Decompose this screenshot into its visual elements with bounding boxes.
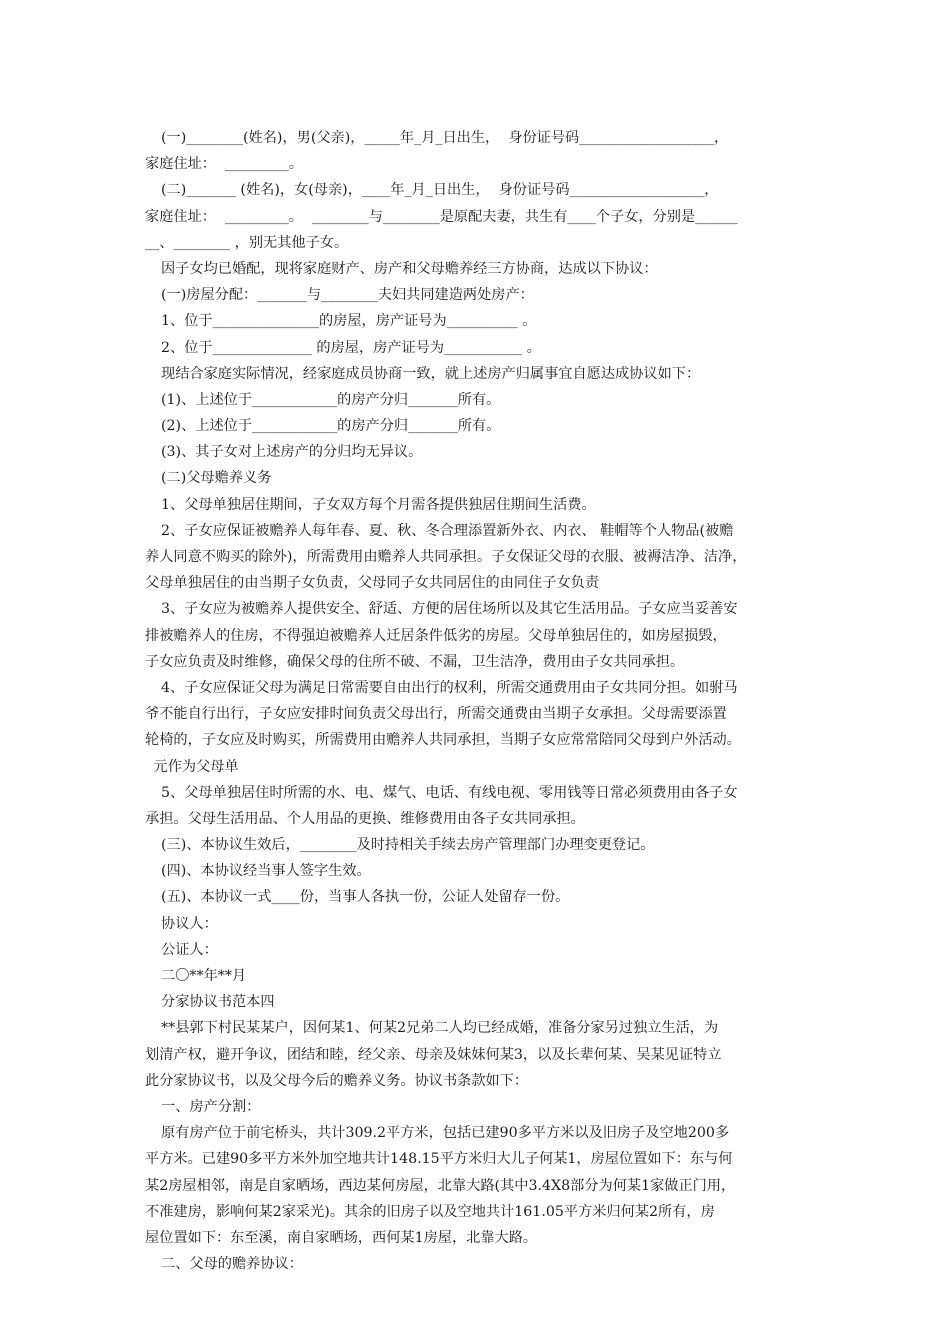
text-line: 平方米。已建90多平方米外加空地共计148.15平方米归大儿子何某1，房屋位置如下：东与何 [145, 1151, 733, 1168]
text-line: 元作为父母单 [149, 758, 239, 775]
text-line: 公证人： [161, 941, 218, 958]
text-line: 承担。父母生活用品、个人用品的更换、维修费用由各子女共同承担。 [145, 810, 585, 827]
text-line: (1)、上述位于____________的房产分归_______所有。 [161, 391, 501, 408]
text-line: 分家协议书范本四 [161, 994, 275, 1011]
text-line: (一)________(姓名)，男(父亲)，_____年_月_日出生， 身份证号码___________________， [161, 130, 729, 146]
text-line: 2、子女应保证被赡养人每年春、夏、秋、冬合理添置新外衣、内衣、 鞋帽等个人物品(被赡 [161, 522, 734, 539]
text-line: 养人同意不购买的除外)，所需费用由赡养人共同承担。子女保证父母的衣服、被褥洁净、洁净， [145, 549, 747, 565]
text-line: 不准建房，影响何某2家采光)。其余的旧房子以及空地共计161.05平方米归何某2所有，房 [145, 1203, 715, 1220]
text-line: 此分家协议书，以及父母今后的赡养义务。协议书条款如下： [145, 1072, 529, 1089]
text-line: 协议人： [161, 915, 218, 932]
text-line: (3)、其子女对上述房产的分归均无异议。 [161, 444, 423, 461]
text-line: 二〇**年**月 [161, 968, 247, 984]
text-line: 5、父母单独居住时所需的水、电、煤气、电话、有线电视、零用钱等日常必须费用由各子女 [161, 784, 738, 801]
text-line: __、________ ，别无其他子女。 [145, 234, 349, 251]
text-line: 3、子女应为被赡养人提供安全、舒适、方便的居住场所以及其它生活用品。子女应当妥善安 [161, 601, 738, 618]
text-line: 子女应负责及时维修，确保父母的住所不破、不漏，卫生洁净，费用由子女共同承担。 [145, 653, 685, 670]
text-line: 划清产权，避开争议，团结和睦，经父亲、母亲及妹妹何某3，以及长辈何某、吴某见证特立 [145, 1046, 722, 1063]
text-line: (四)、本协议经当事人签字生效。 [161, 863, 371, 880]
text-line: 因子女均已婚配，现将家庭财产、房产和父母赡养经三方协商，达成以下协议： [161, 260, 658, 277]
document-body [145, 125, 825, 1277]
text-line: 爷不能自行出行，子女应安排时间负责父母出行，所需交通费由当期子女承担。父母需要添置 [145, 706, 727, 723]
text-line: (三)、本协议生效后，________及时持相关手续去房产管理部门办理变更登记。 [161, 837, 655, 854]
text-line: 1、父母单独居住期间，子女双方每个月需各提供独居住期间生活费。 [161, 496, 596, 513]
text-line: 1、位于_______________的房屋，房产证号为__________ 。 [161, 313, 537, 330]
text-line: (二)父母赡养义务 [161, 470, 272, 487]
text-line: 轮椅的，子女应及时购买，所需费用由赡养人共同承担，当期子女应常常陪同父母到户外活动。 [145, 732, 741, 749]
text-line: 现结合家庭实际情况，经家庭成员协商一致，就上述房产归属事宜自愿达成协议如下： [161, 365, 701, 382]
text-line: 屋位置如下：东至溪，南自家晒场，西何某1房屋，北靠大路。 [145, 1229, 538, 1246]
text-line: 父母单独居住的由当期子女负责，父母同子女共同居住的由同住子女负责 [145, 575, 600, 592]
text-line: 2、位于______________ 的房屋，房产证号为___________ 。 [161, 339, 541, 356]
text-line: 二、父母的赡养协议： [161, 1256, 303, 1273]
text-line: 某2房屋相邻，南是自家晒场，西边某何房屋，北靠大路(其中3.4X8部分为何某1家做正门用， [145, 1177, 736, 1194]
text-line: 4、子女应保证父母为满足日常需要自由出行的权利，所需交通费用由子女共同分担。如驸马 [161, 679, 738, 696]
text-line: 排被赡养人的住房，不得强迫被赡养人迁居条件低劣的房屋。父母单独居住的，如房屋损毁， [145, 627, 727, 644]
text-line: (2)、上述位于____________的房产分归_______所有。 [161, 418, 501, 435]
text-line: 家庭住址： _________。 [145, 156, 303, 173]
text-line: (五)、本协议一式____份，当事人各执一份，公证人处留存一份。 [161, 889, 570, 906]
text-line: (二)_______ (姓名)，女(母亲)，____年_月_日出生， 身份证号码___________________， [161, 182, 719, 199]
text-line: **县郭下村民某某户，因何某1、何某2兄弟二人均已经成婚，准备分家另过独立生活，为 [161, 1020, 719, 1037]
text-line: 一、房产分割： [161, 1098, 261, 1115]
text-line: (一)房屋分配：_______与________夫妇共同建造两处房产： [161, 287, 534, 304]
text-line: 原有房产位于前宅桥头，共计309.2平方米，包括已建90多平方米以及旧房子及空地200多 [161, 1125, 730, 1142]
text-line: 家庭住址： _________。 ________与________是原配夫妻，共生有____个子女，分别是______ [145, 208, 738, 225]
